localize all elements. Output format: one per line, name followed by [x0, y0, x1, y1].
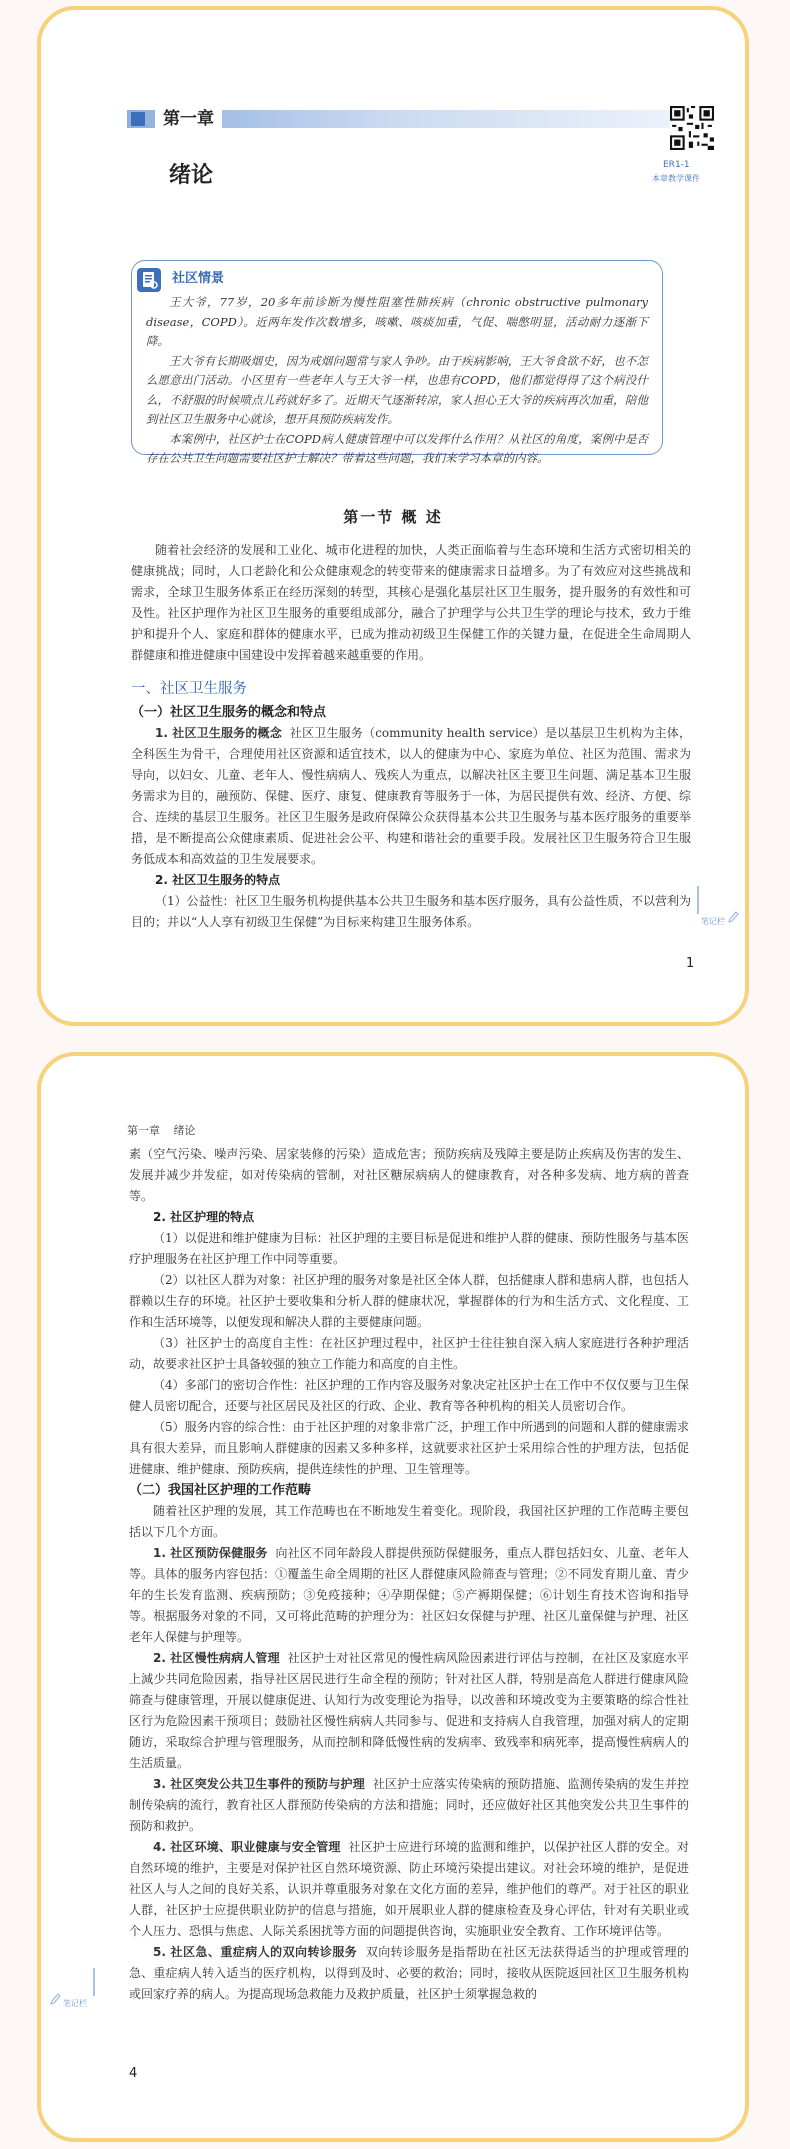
concept-paragraph [131, 723, 691, 870]
scope-item-lead: 2. 社区慢性病病人管理 [153, 1651, 280, 1665]
page-four-body [129, 1144, 689, 2005]
nursing-feature-item: （2）以社区人群为对象：社区护理的服务对象是社区全体人群，包括健康人群和患病人群，也包括人群赖以生存的环境。社区护士要收集和分析人群的健康状况，掌握群体的行为和生活方式、文化程度、工作和生活环境等，以便发现和解决人群的主要健康问题。 [129, 1273, 689, 1329]
scenario-paragraph: 王大爷，77岁，20多年前诊断为慢性阻塞性肺疾病（chronic obstructive pulmonary disease，COPD）。近两年发作次数增多，咳嗽、咳痰加重，气促、喘憋明显，活动耐力逐渐下降。 [146, 295, 648, 348]
notes-margin-tag [695, 886, 745, 930]
chapter-marker [131, 112, 145, 126]
qr-code-id: ER1-1 [663, 160, 690, 170]
nursing-feature-item: （1）以促进和维护健康为目标：社区护理的主要目标是促进和维护人群的健康、预防性服务与基本医疗护理服务在社区护理工作中同等重要。 [129, 1231, 689, 1266]
scope-item-lead: 3. 社区突发公共卫生事件的预防与护理 [153, 1777, 365, 1791]
scope-item-lead: 1. 社区预防保健服务 [153, 1546, 268, 1560]
nursing-feature-item: （4）多部门的密切合作性：社区护理的工作内容及服务对象决定社区护士在工作中不仅仅要与卫生保健人员密切配合，还要与社区居民及社区的行政、企业、教育等各种机构的相关人员密切合作。 [129, 1378, 689, 1413]
scope-item [129, 1648, 689, 1774]
pencil-icon [727, 910, 739, 924]
scenario-document-icon [136, 267, 162, 293]
concept-lead: 1. 社区卫生服务的概念 [155, 726, 282, 740]
running-head-title: 绪论 [173, 1124, 196, 1137]
scope-item [129, 1543, 689, 1648]
scope-item [129, 1942, 689, 2005]
scope-item-text: 双向转诊服务是指帮助在社区无法获得适当的护理或管理的急、重症病人转入适当的医疗机构，以得到及时、必要的救治；同时，接收从医院返回社区卫生服务机构或回家疗养的病人。为提高现场急救能力及救护质量，社区护士须掌握急救的 [129, 1945, 689, 2001]
features-heading: 2. 社区卫生服务的特点 [155, 873, 281, 887]
running-head [127, 1122, 206, 1138]
concept-text: 社区卫生服务（community health service）是以基层卫生机构为主体，全科医生为骨干，合理使用社区资源和适宜技术，以人的健康为中心、家庭为单位、社区为范围、需求为导向，以妇女、儿童、老年人、慢性病病人、残疾人为重点，以解决社区主要卫生问题、满足基本卫生服务需求为目的，融预防、保健、医疗、康复、健康教育等服务于一体，为居民提供有效、经济、方便、综合、连续的基层卫生服务。社区卫生服务是政府保障公众获得基本公共卫生服务与基本医疗服务的重要举措，是不断提高公众健康素质、促进社会公平、构建和谐社会的重要手段。发展社区卫生服务符合卫生服务低成本和高效益的卫生发展要求。 [131, 726, 691, 866]
notes-label: 笔记栏 [701, 917, 725, 926]
nursing-feature-item: （5）服务内容的综合性：由于社区护理的对象非常广泛，护理工作中所遇到的问题和人群的健康需求具有很大差异，而且影响人群健康的因素又多种多样，这就要求社区护士采用综合性的护理方法，包括促进健康、维护健康、预防疾病，提供连续性的护理、卫生管理等。 [129, 1420, 689, 1476]
intro-paragraph: 随着社会经济的发展和工业化、城市化进程的加快，人类正面临着与生态环境和生活方式密切相关的健康挑战；同时，人口老龄化和公众健康观念的转变带来的健康需求日益增多。为了有效应对这些挑战和需求，全球卫生服务体系正在经历深刻的转型，其核心是强化基层社区卫生服务，提升服务的有效性和可及性。社区护理作为社区卫生服务的重要组成部分，融合了护理学与公共卫生学的理论与技术，致力于维护和提升个人、家庭和群体的健康水平，已成为推动初级卫生保健工作的关键力量，在促进全生命周期人群健康和推进健康中国建设中发挥着越来越重要的作用。 [131, 543, 691, 662]
pencil-icon [49, 1992, 61, 2006]
qr-code-caption: 本章教学课件 [652, 174, 700, 183]
notes-margin-tag [49, 1968, 99, 2012]
page-number: 1 [686, 956, 695, 971]
notes-label: 笔记栏 [63, 1999, 87, 2008]
scenario-title: 社区情景 [172, 271, 225, 286]
feature-paragraph: （1）公益性：社区卫生服务机构提供基本公共卫生服务和基本医疗服务，具有公益性质，不以营利为目的；并以“人人享有初级卫生保健”为目标来构建卫生服务体系。 [131, 894, 691, 929]
scope-intro: 随着社区护理的发展，其工作范畴也在不断地发生着变化。现阶段，我国社区护理的工作范畴主要包括以下几个方面。 [129, 1504, 689, 1539]
chapter-title: 绪论 [169, 163, 214, 188]
scope-item [129, 1837, 689, 1942]
chapter-label: 第一章 [155, 108, 222, 130]
scope-item-lead: 5. 社区急、重症病人的双向转诊服务 [153, 1945, 358, 1959]
page-number: 4 [129, 2066, 138, 2081]
scope-item-text: 社区护士应落实传染病的预防措施、监测传染病的发生并控制传染病的流行，教育社区人群预防传染病的方法和措施；同时，还应做好社区其他突发公共卫生事件的预防和救护。 [129, 1777, 689, 1833]
scenario-paragraph: 王大爷有长期吸烟史，因为戒烟问题常与家人争吵。由于疾病影响，王大爷食欲不好，也不怎么愿意出门活动。小区里有一些老年人与王大爷一样，也患有COPD，他们都觉得得了这个病没什么，不舒服的时候喷点儿药就好多了。近期天气逐渐转凉，家人担心王大爷的疾病再次加重，陪他到社区卫生服务中心就诊，想开具预防疾病发作。 [146, 353, 648, 426]
page-four [37, 1052, 749, 2142]
page-one-body [131, 540, 691, 933]
heading-community-health-service: 一、社区卫生服务 [131, 681, 247, 697]
scope-item-text: 社区护士应进行环境的监测和维护，以保护社区人群的安全。对自然环境的维护，主要是对保护社区自然环境资源、防止环境污染提出建议。对社会环境的维护，是促进社区人与人之间的良好关系，认识并尊重服务对象在文化方面的差异，维护他们的尊严。对于社区的职业人群，社区护士应提供职业防护的信息与措施，如开展职业人群的健康检查及身心评估，针对有关职业或个人压力、恐惧与焦虑、人际关系困扰等方面的问题提供咨询，实施职业安全教育、工作环境评估等。 [129, 1840, 689, 1938]
heading-work-scope: （二）我国社区护理的工作范畴 [129, 1483, 312, 1498]
page-one [37, 6, 749, 1026]
community-scenario-box [131, 260, 663, 465]
section-title: 第一节 概 述 [343, 508, 443, 526]
nursing-feature-item: （3）社区护士的高度自主性：在社区护理过程中，社区护士往往独自深入病人家庭进行各种护理活动，故要求社区护士具备较强的独立工作能力和高度的自主性。 [129, 1336, 689, 1371]
nursing-features-heading: 2. 社区护理的特点 [153, 1210, 255, 1224]
scope-item-text: 社区护士对社区常见的慢性病风险因素进行评估与控制，在社区及家庭水平上減少共同危险因素，指导社区居民进行生命全程的预防；针对社区人群，特别是高危人群进行健康风险筛查与健康管理，开展以健康促进、认知行为改变理论为指导，以改善和环境改变为主要策略的综合性社区行为危险因素干预项目；鼓励社区慢性病病人共同参与、促进和支持病人自我管理，加强对病人的定期随访，采取综合护理与管理服务，从而控制和降低慢性病的发病率、致残率和病死率，提高慢性病病人的生活质量。 [129, 1651, 689, 1770]
scope-item-text: 向社区不同年龄段人群提供预防保健服务，重点人群包括妇女、儿童、老年人等。具体的服务内容包括：①覆盖生命全周期的社区人群健康风险筛查与管理；②不同发育期儿童、青少年的生长发育监测、疾病预防；③免疫接种；④孕期保健；⑤产褥期保健；⑥计划生育技术咨询和指导等。根据服务对象的不同，又可将此范畴的护理分为：社区妇女保健与护理、社区儿童保健与护理、社区老年人保健与护理等。 [129, 1546, 689, 1644]
running-head-chapter: 第一章 [127, 1124, 160, 1137]
scope-item [129, 1774, 689, 1837]
scenario-paragraph: 本案例中，社区护士在COPD病人健康管理中可以发挥什么作用？从社区的角度，案例中是否存在公共卫生问题需要社区护士解决？带着这些问题，我们来学习本章的内容。 [146, 431, 648, 465]
scope-item-lead: 4. 社区环境、职业健康与安全管理 [153, 1840, 341, 1854]
continued-paragraph: 素（空气污染、噪声污染、居家装修的污染）造成危害；预防疾病及残障主要是防止疾病及伤害的发生、发展并减少并发症，如对传染病的管制，对社区糖尿病病人的健康教育，对各种多发病、地方病的普查等。 [129, 1147, 689, 1203]
qr-code-icon[interactable] [670, 106, 714, 150]
heading-concept-and-features: （一）社区卫生服务的概念和特点 [131, 705, 327, 720]
